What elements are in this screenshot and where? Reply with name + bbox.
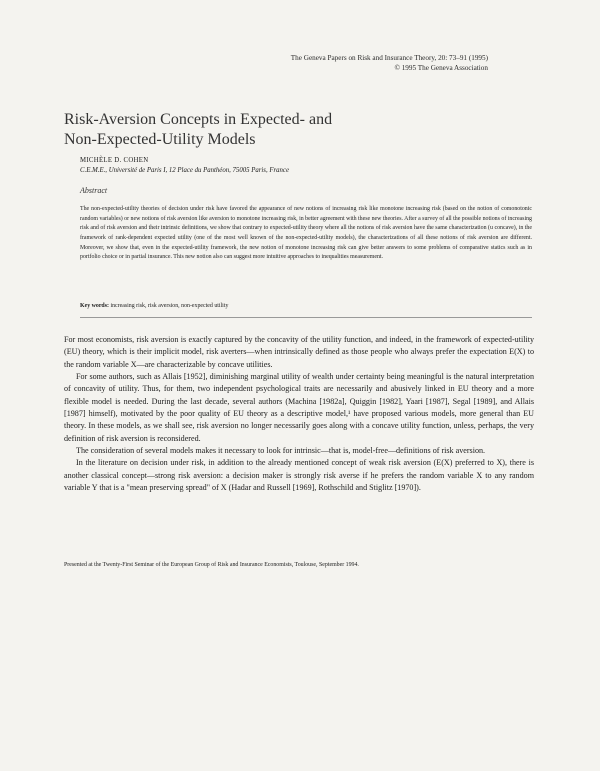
keywords-list: increasing risk, risk aversion, non-expected utility: [110, 303, 229, 309]
article-title: [64, 110, 332, 150]
title-line-2: Non-Expected-Utility Models: [64, 131, 256, 148]
keywords-label: Key words:: [80, 303, 109, 309]
paragraph-4: In the literature on decision under risk, in addition to the already mentioned concept of weak risk aversion (E(X) preferred to X), there is another classical concept—strong risk aversion: a decision maker is strongly risk averse if he prefers the random variable X to any random variable Y that is a "mean preserving spread" of X (Hadar and Russell [1969], Rothschild and Stiglitz [1970]).: [64, 458, 534, 493]
abstract-heading: Abstract: [80, 186, 108, 195]
journal-citation: The Geneva Papers on Risk and Insurance Theory, 20: 73–91 (1995): [290, 54, 488, 62]
keywords-line: [80, 303, 228, 309]
title-line-1: Risk-Aversion Concepts in Expected- and: [64, 111, 333, 128]
journal-header: [291, 53, 488, 73]
author-name: MICHÈLE D. COHEN: [80, 157, 149, 164]
copyright-notice: © 1995 The Geneva Association: [394, 64, 488, 72]
paragraph-3: The consideration of several models makes it necessary to look for intrinsic—that is, model-free—definitions of risk aversion.: [76, 446, 486, 456]
paragraph-1: For most economists, risk aversion is exactly captured by the concavity of the utility function, and indeed, in the framework of expected-utility (EU) theory, which is their implicit model, risk averters—when intrinsically defined as those people who always prefer the expectation E(X) to the random variable X—are characterizable by concave utilities.: [64, 335, 534, 369]
presentation-footnote: Presented at the Twenty-First Seminar of the European Group of Risk and Insurance Economists, Toulouse, September 1994.: [64, 562, 359, 568]
body-text: [64, 334, 534, 494]
abstract-text: The non-expected-utility theories of decision under risk have favored the appearance of new notions of increasing risk like monotone increasing risk (based on the notion of comonotonic random variables) or new notions of risk aversion like aversion to monotone increasing risk, in better agreement with these new theories. After a survey of all the possible notions of increasing risk and of risk aversion and their intrinsic definitions, we show that contrary to expected-utility theory where all the notions of risk aversion have the same characterization (u concave), in the framework of rank-dependent expected utility (one of the most well known of the non-expected-utility models), the characterizations of all these notions of risk aversion are different. Moreover, we show that, even in the expected-utility framework, the new notion of monotone increasing risk can give better answers to some problems of comparative statics such as in portfolio choice or in partial insurance. This new notion also can suggest more intuitive approaches to inequalities measurement.: [80, 206, 532, 261]
section-divider: [80, 317, 532, 318]
author-affiliation: C.E.M.E., Université de Paris I, 12 Place du Panthéon, 75005 Paris, France: [80, 167, 289, 174]
paragraph-2: For some authors, such as Allais [1952], diminishing marginal utility of wealth under certainty being meaningful is the natural interpretation of concavity of utility. Thus, for them, two independent psychological traits are necessarily and abusively linked in EU theory and a more flexible model is needed. During the last decade, several authors (Machina [1982a], Quiggin [1982], Yaari [1987], Segal [1989], and Allais [1987] himself), motivated by the poor quality of EU theory as a descriptive model,¹ have proposed various models, more general than EU theory. In these models, as we shall see, risk aversion no longer necessarily goes along with a concave utility function, unless, perhaps, the very definition of risk aversion is reconsidered.: [64, 372, 534, 443]
